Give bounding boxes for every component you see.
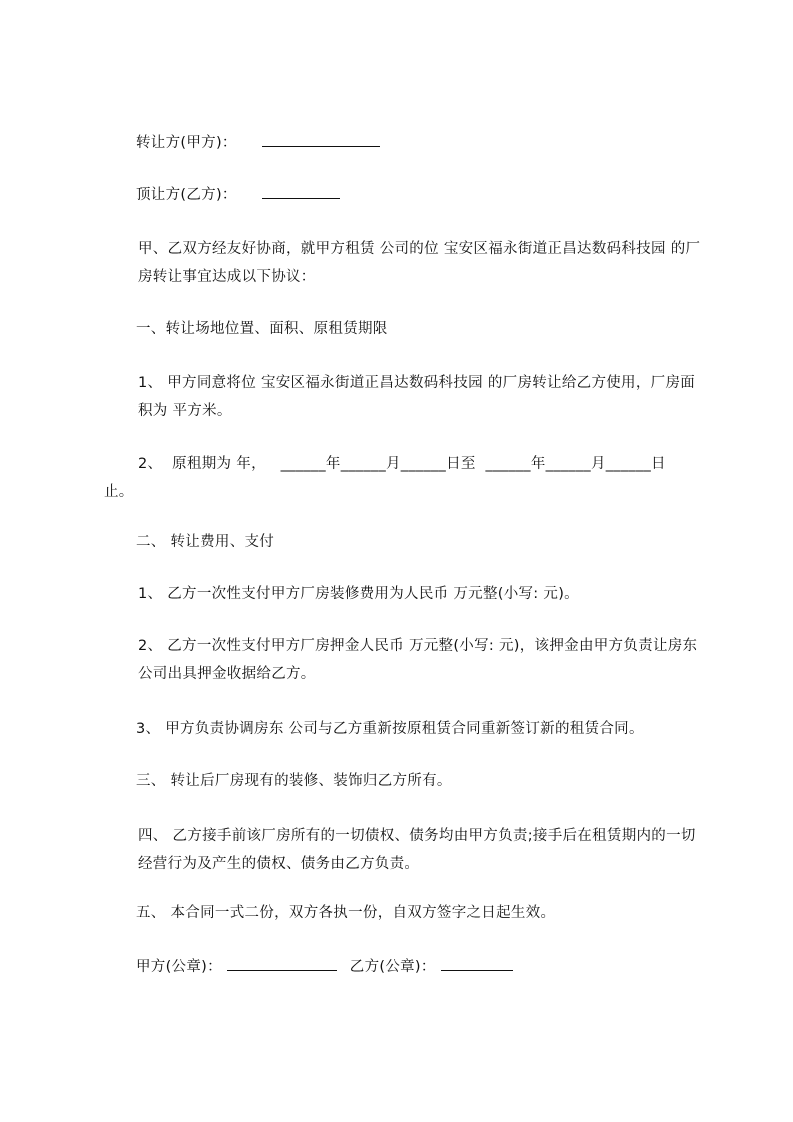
transferor-blank[interactable] xyxy=(262,132,380,147)
lease-start-date[interactable]: ______年______月______日至 xyxy=(280,456,476,472)
item2-num: 2、 xyxy=(138,456,163,472)
transferee-field xyxy=(136,184,340,205)
section2-item1: 1、 乙方一次性支付甲方厂房装修费用为人民币 万元整(小写: 元)。 xyxy=(138,586,579,602)
lease-end-date[interactable]: ______年______月______日 xyxy=(485,456,666,472)
section3: 三、 转让后厂房现有的装修、装饰归乙方所有。 xyxy=(136,773,452,789)
section2-item3: 3、 甲方负责协调房东 公司与乙方重新按原租赁合同重新签订新的租赁合同。 xyxy=(136,721,644,737)
intro-paragraph: 甲、乙双方经友好协商，就甲方租赁 公司的位 宝安区福永街道正昌达数码科技园 的厂房转让事宜达成以下协议： xyxy=(138,241,701,285)
party-b-seal-blank[interactable] xyxy=(441,956,513,971)
party-a-seal-blank[interactable] xyxy=(227,956,337,971)
signature-line xyxy=(136,956,513,977)
section1-item1: 1、 甲方同意将位 宝安区福永街道正昌达数码科技园 的厂房转让给乙方使用，厂房面积为 平方米。 xyxy=(138,375,696,419)
section1-title: 一、转让场地位置、面积、原租赁期限 xyxy=(136,321,388,337)
transferee-blank[interactable] xyxy=(262,184,340,199)
party-a-label: 甲方(公章)： xyxy=(136,959,222,975)
section2-title: 二、 转让费用、支付 xyxy=(136,534,275,550)
item2-suffix: 止。 xyxy=(104,484,134,500)
section5: 五、 本合同一式二份，双方各执一份，自双方签字之日起生效。 xyxy=(136,905,556,921)
party-b-label: 乙方(公章)： xyxy=(349,959,436,975)
transferee-label: 顶让方(乙方)： xyxy=(136,187,237,203)
item2-prefix: 原租期为 年， xyxy=(172,456,266,472)
section2-item2: 2、 乙方一次性支付甲方厂房押金人民币 万元整(小写: 元)，该押金由甲方负责让房东 公司出具押金收据给乙方。 xyxy=(138,638,698,682)
transferor-label: 转让方(甲方)： xyxy=(136,135,237,151)
transferor-field xyxy=(136,132,380,153)
section4: 四、 乙方接手前该厂房所有的一切债权、债务均由甲方负责;接手后在租赁期内的一切经营行为及产生的债权、债务由乙方负责。 xyxy=(138,828,696,872)
section1-item2 xyxy=(104,450,702,506)
